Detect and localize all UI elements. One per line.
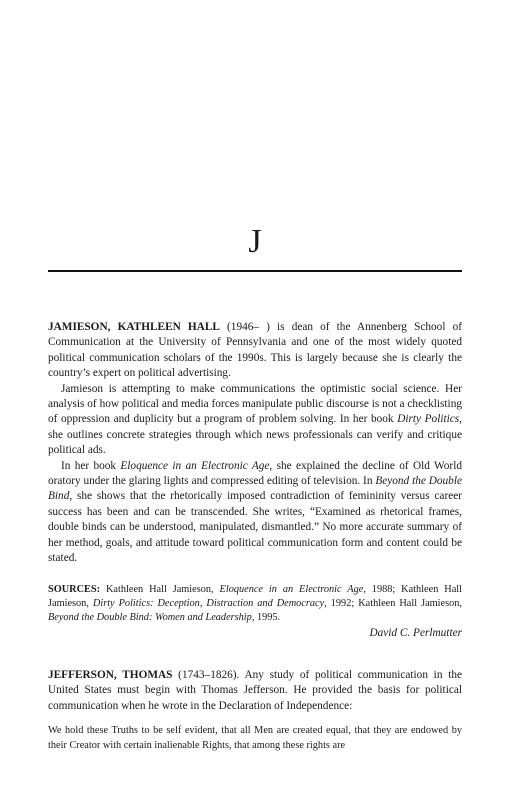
book-title: Eloquence in an Electronic Age [120, 459, 270, 472]
entry-jamieson [48, 320, 462, 567]
source-title: Beyond the Double Bind: Women and Leadership [48, 612, 252, 624]
book-title: Dirty Politics [397, 413, 460, 426]
source-title: Eloquence in an Electronic Age [219, 584, 364, 595]
sources-label: SOURCES: [48, 584, 101, 595]
entry-headword: JAMIESON, KATHLEEN HALL [48, 321, 220, 333]
book-title: Beyond the Double Bind [48, 475, 462, 503]
quote-text: We hold these Truths to be self evident, that all Men are created equal, that they are endowed by their Creator with certain inalienable Rights, that among these rights are [48, 725, 462, 751]
section-letter: J [248, 223, 262, 260]
entry-sources [48, 583, 462, 640]
entry-paragraph-2: Jamieson is attempting to make communications the optimistic social science. Her analysis of how political and media forces manipulate public discourse is not a checklisting of oppression and duplicity but a program of problem solving. In her book Dirty Politics, she outlines concrete strategies through which news professionals can verify and critique political ads. [48, 382, 462, 457]
entry-intro-text: (1946– ) is dean of the Annenberg School of Communication at the University of Pennsylvania and one of the most widely quoted political communication scholars of the 1990s. This is largely because she is clearly the country’s expert on political advertising. [48, 321, 462, 380]
section-divider [48, 270, 462, 272]
sources-paragraph: SOURCES: Kathleen Hall Jamieson, Eloquence in an Electronic Age, 1988; Kathleen Hall Jamieson, Dirty Politics: Deception, Distraction and Democracy, 1992; Kathleen Hall Jamieson, Beyond the Double Bind: Women and Leadership, 1995. [48, 584, 462, 624]
entry-jefferson [48, 668, 462, 714]
entry-author: David C. Perlmutter [369, 626, 462, 639]
block-quote [48, 724, 462, 753]
entry-paragraph-1 [48, 320, 462, 382]
entry-headword: JEFFERSON, THOMAS [48, 669, 173, 681]
entry-paragraph-1 [48, 668, 462, 714]
entry-intro-text: (1743–1826). Any study of political communication in the United States must begin with Thomas Jefferson. He provided the basis for political communication when he wrote in the Declaration of Independence: [48, 669, 462, 712]
source-title: Dirty Politics: Deception, Distraction and Democracy [92, 598, 325, 610]
entry-paragraph-3: In her book Eloquence in an Electronic Age, she explained the decline of Old World oratory under the glaring lights and compressed editing of television. In Beyond the Double Bind, she shows that the rhetorically imposed contradiction of femininity versus career success has been and can be transcended. She writes, “Examined as rhetorical frames, double binds can be understood, manipulated, dismantled.” No more accurate summary of her method, goals, and attitude toward political communication form and content could be stated. [48, 459, 462, 565]
